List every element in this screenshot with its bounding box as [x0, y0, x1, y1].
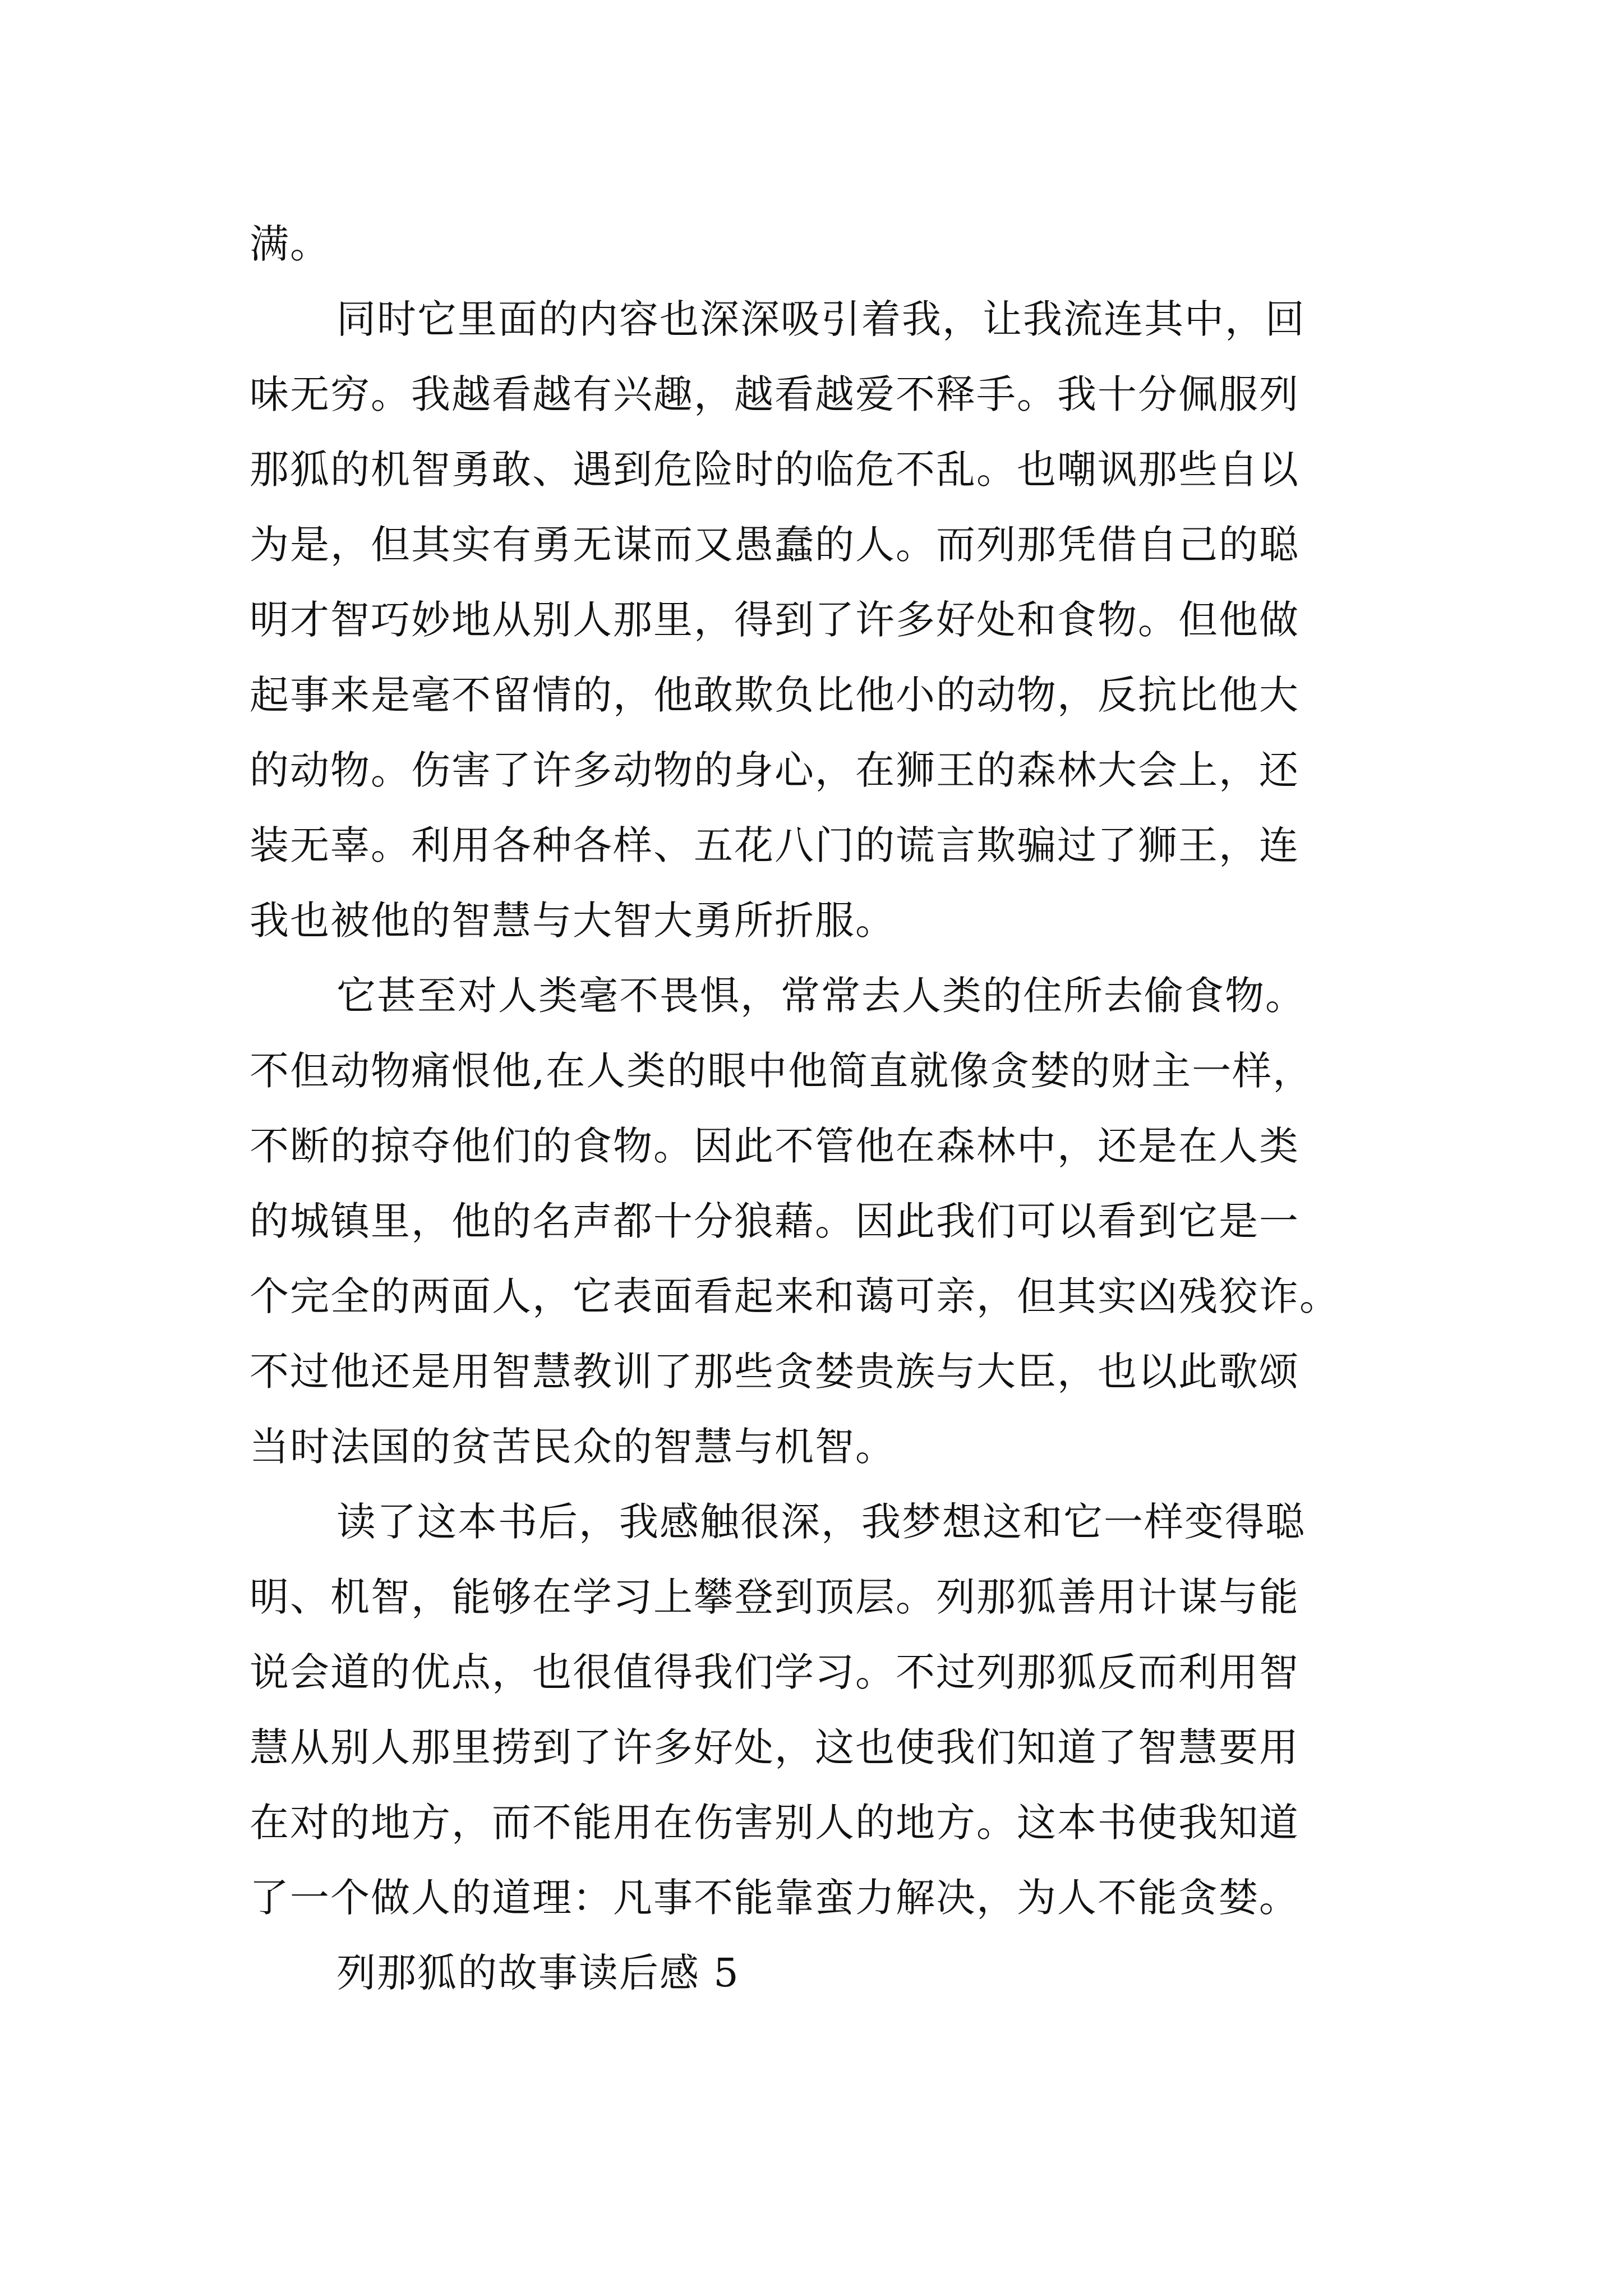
text-line: 不断的掠夺他们的食物。因此不管他在森林中，还是在人类 — [250, 1123, 1299, 1169]
text-line: 慧从别人那里捞到了许多好处，这也使我们知道了智慧要用 — [250, 1724, 1299, 1770]
text-line: 满。 — [250, 221, 330, 267]
text-line: 当时法国的贫苦民众的智慧与机智。 — [250, 1424, 896, 1470]
text-line: 不过他还是用智慧教训了那些贪婪贵族与大臣，也以此歌颂 — [250, 1349, 1299, 1395]
text-line: 明、机智，能够在学习上攀登到顶层。列那狐善用计谋与能 — [250, 1574, 1299, 1620]
text-line: 味无穷。我越看越有兴趣，越看越爱不释手。我十分佩服列 — [250, 371, 1299, 417]
text-line: 为是，但其实有勇无谋而又愚蠢的人。而列那凭借自己的聪 — [250, 522, 1299, 568]
paragraph-start-line: 读了这本书后，我感触很深，我梦想这和它一样变得聪 — [336, 1499, 1306, 1545]
paragraph-start-line: 同时它里面的内容也深深吸引着我，让我流连其中，回 — [336, 296, 1306, 342]
text-line: 个完全的两面人，它表面看起来和蔼可亲，但其实凶残狡诈。 — [250, 1273, 1340, 1319]
text-line: 的城镇里，他的名声都十分狼藉。因此我们可以看到它是一 — [250, 1198, 1299, 1244]
text-line: 不但动物痛恨他,在人类的眼中他简直就像贪婪的财主一样， — [250, 1048, 1313, 1094]
text-line: 我也被他的智慧与大智大勇所折服。 — [250, 898, 896, 944]
paragraph-start-line: 它甚至对人类毫不畏惧，常常去人类的住所去偷食物。 — [336, 973, 1306, 1019]
text-line: 装无辜。利用各种各样、五花八门的谎言欺骗过了狮王，连 — [250, 822, 1299, 868]
text-line: 明才智巧妙地从别人那里，得到了许多好处和食物。但他做 — [250, 597, 1299, 643]
section-heading: 列那狐的故事读后感 5 — [336, 1950, 740, 1996]
text-line: 说会道的优点，也很值得我们学习。不过列那狐反而利用智 — [250, 1649, 1299, 1695]
text-line: 起事来是毫不留情的，他敢欺负比他小的动物，反抗比他大 — [250, 672, 1299, 718]
text-line: 了一个做人的道理：凡事不能靠蛮力解决，为人不能贪婪。 — [250, 1875, 1299, 1921]
text-line: 在对的地方，而不能用在伤害别人的地方。这本书使我知道 — [250, 1800, 1299, 1846]
text-line: 的动物。伤害了许多动物的身心，在狮王的森林大会上，还 — [250, 747, 1299, 793]
text-line: 那狐的机智勇敢、遇到危险时的临危不乱。也嘲讽那些自以 — [250, 447, 1299, 493]
